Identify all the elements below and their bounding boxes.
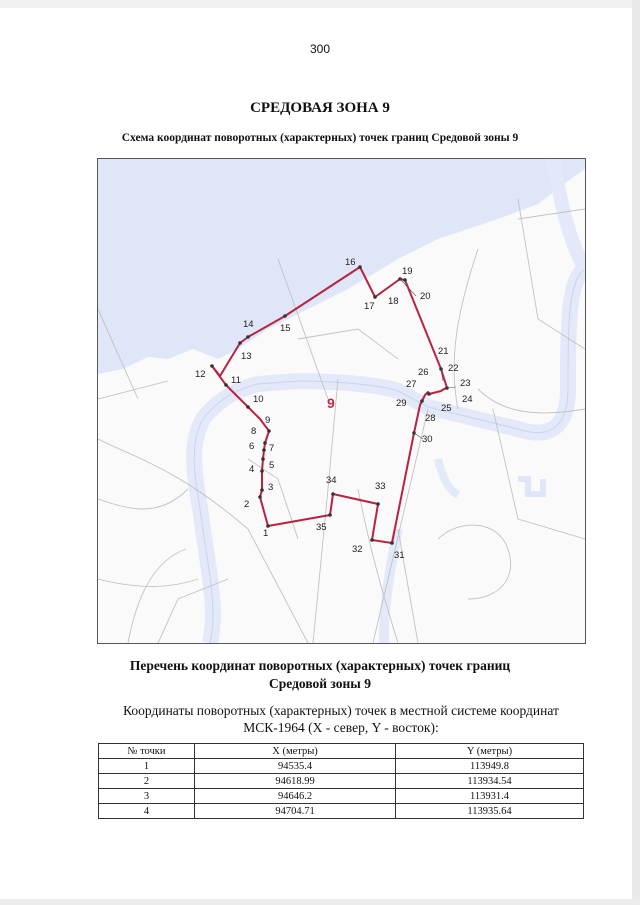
boundary-point <box>283 314 287 318</box>
water-area <box>98 159 585 374</box>
point-label: 16 <box>345 257 356 268</box>
column-header-point-number: № точки <box>99 744 195 759</box>
zone-map <box>97 158 586 644</box>
cell-y: 113949.8 <box>396 759 584 774</box>
point-label: 1 <box>263 528 269 539</box>
cell-point-number: 4 <box>99 804 195 819</box>
cell-point-number: 1 <box>99 759 195 774</box>
boundary-point <box>420 399 424 403</box>
boundary-point <box>262 448 266 452</box>
point-label: 11 <box>231 375 241 386</box>
boundary-point <box>331 492 335 496</box>
boundary-point <box>246 335 250 339</box>
boundary-point <box>373 295 377 299</box>
canal-hook <box>518 479 543 494</box>
point-label: 17 <box>364 301 375 312</box>
boundary-point <box>267 429 271 433</box>
table-row <box>99 759 584 774</box>
boundary-point <box>358 265 362 269</box>
point-label: 23 <box>460 378 471 389</box>
point-label: 25 <box>441 403 452 414</box>
point-label: 27 <box>406 379 417 390</box>
boundary-point <box>376 502 380 506</box>
point-label: 28 <box>425 413 436 424</box>
point-label: 13 <box>241 351 252 362</box>
point-label: 32 <box>352 544 363 555</box>
boundary-point <box>263 441 267 445</box>
point-label: 24 <box>462 394 473 405</box>
cell-x: 94535.4 <box>195 759 396 774</box>
boundary-point <box>258 495 262 499</box>
point-label: 14 <box>243 319 254 330</box>
map-caption: Схема координат поворотных (характерных) точек границ Средовой зоны 9 <box>121 132 519 144</box>
boundary-point <box>370 538 374 542</box>
point-label: 6 <box>249 441 255 452</box>
heading-line: Перечень координат поворотных (характерных) точек границ <box>129 658 511 673</box>
zone-map-drawing <box>98 159 585 643</box>
table-row <box>99 774 584 789</box>
point-label: 4 <box>249 464 255 475</box>
description-line: Координаты поворотных (характерных) точек в местной системе координат <box>123 703 559 718</box>
point-label: 22 <box>448 363 459 374</box>
coordinate-system-description <box>96 702 586 736</box>
zone-number-label: 9 <box>327 395 335 411</box>
page-title: СРЕДОВАЯ ЗОНА 9 <box>250 100 390 116</box>
point-label: 18 <box>388 296 399 307</box>
description-line: МСК-1964 (X - север, Y - восток): <box>243 720 439 735</box>
point-label: 21 <box>438 346 449 357</box>
point-label: 9 <box>265 415 271 426</box>
point-label: 8 <box>251 426 257 437</box>
boundary-point <box>260 469 264 473</box>
boundary-point <box>246 405 250 409</box>
point-label: 3 <box>268 482 274 493</box>
boundary-point <box>210 364 214 368</box>
point-label: 19 <box>402 266 413 277</box>
cell-x: 94618.99 <box>195 774 396 789</box>
boundary-point <box>261 457 265 461</box>
table-row <box>99 789 584 804</box>
cell-y: 113935.64 <box>396 804 584 819</box>
boundary-point <box>224 383 228 387</box>
point-label: 31 <box>394 550 405 561</box>
point-label: 29 <box>396 398 407 409</box>
boundary-point <box>427 392 431 396</box>
point-label: 12 <box>195 369 206 380</box>
point-label: 33 <box>375 481 386 492</box>
coordinates-list-heading <box>0 657 640 693</box>
point-label: 7 <box>269 443 275 454</box>
page-number: 300 <box>309 42 331 56</box>
point-label: 20 <box>420 291 431 302</box>
point-label: 35 <box>316 522 327 533</box>
point-label: 15 <box>280 323 291 334</box>
canal <box>438 459 458 495</box>
cell-point-number: 2 <box>99 774 195 789</box>
scan-edge-top <box>0 0 640 8</box>
table-header-row <box>99 744 584 759</box>
column-header-y: Y (метры) <box>396 744 584 759</box>
boundary-point <box>403 278 407 282</box>
point-label: 30 <box>422 434 433 445</box>
boundary-point <box>260 488 264 492</box>
cell-y: 113934.54 <box>396 774 584 789</box>
boundary-point <box>238 341 242 345</box>
column-header-x: X (метры) <box>195 744 396 759</box>
boundary-point <box>328 513 332 517</box>
table-row <box>99 804 584 819</box>
point-label: 5 <box>269 460 275 471</box>
cell-x: 94646.2 <box>195 789 396 804</box>
cell-x: 94704.71 <box>195 804 396 819</box>
boundary-point <box>390 541 394 545</box>
cell-point-number: 3 <box>99 789 195 804</box>
point-label: 2 <box>244 499 250 510</box>
point-label: 26 <box>418 367 429 378</box>
heading-line: Средовой зоны 9 <box>269 676 371 691</box>
point-label: 34 <box>326 475 337 486</box>
cell-y: 113931.4 <box>396 789 584 804</box>
scan-edge-bottom <box>0 899 640 905</box>
coordinates-table <box>98 743 584 819</box>
point-label: 10 <box>253 394 264 405</box>
